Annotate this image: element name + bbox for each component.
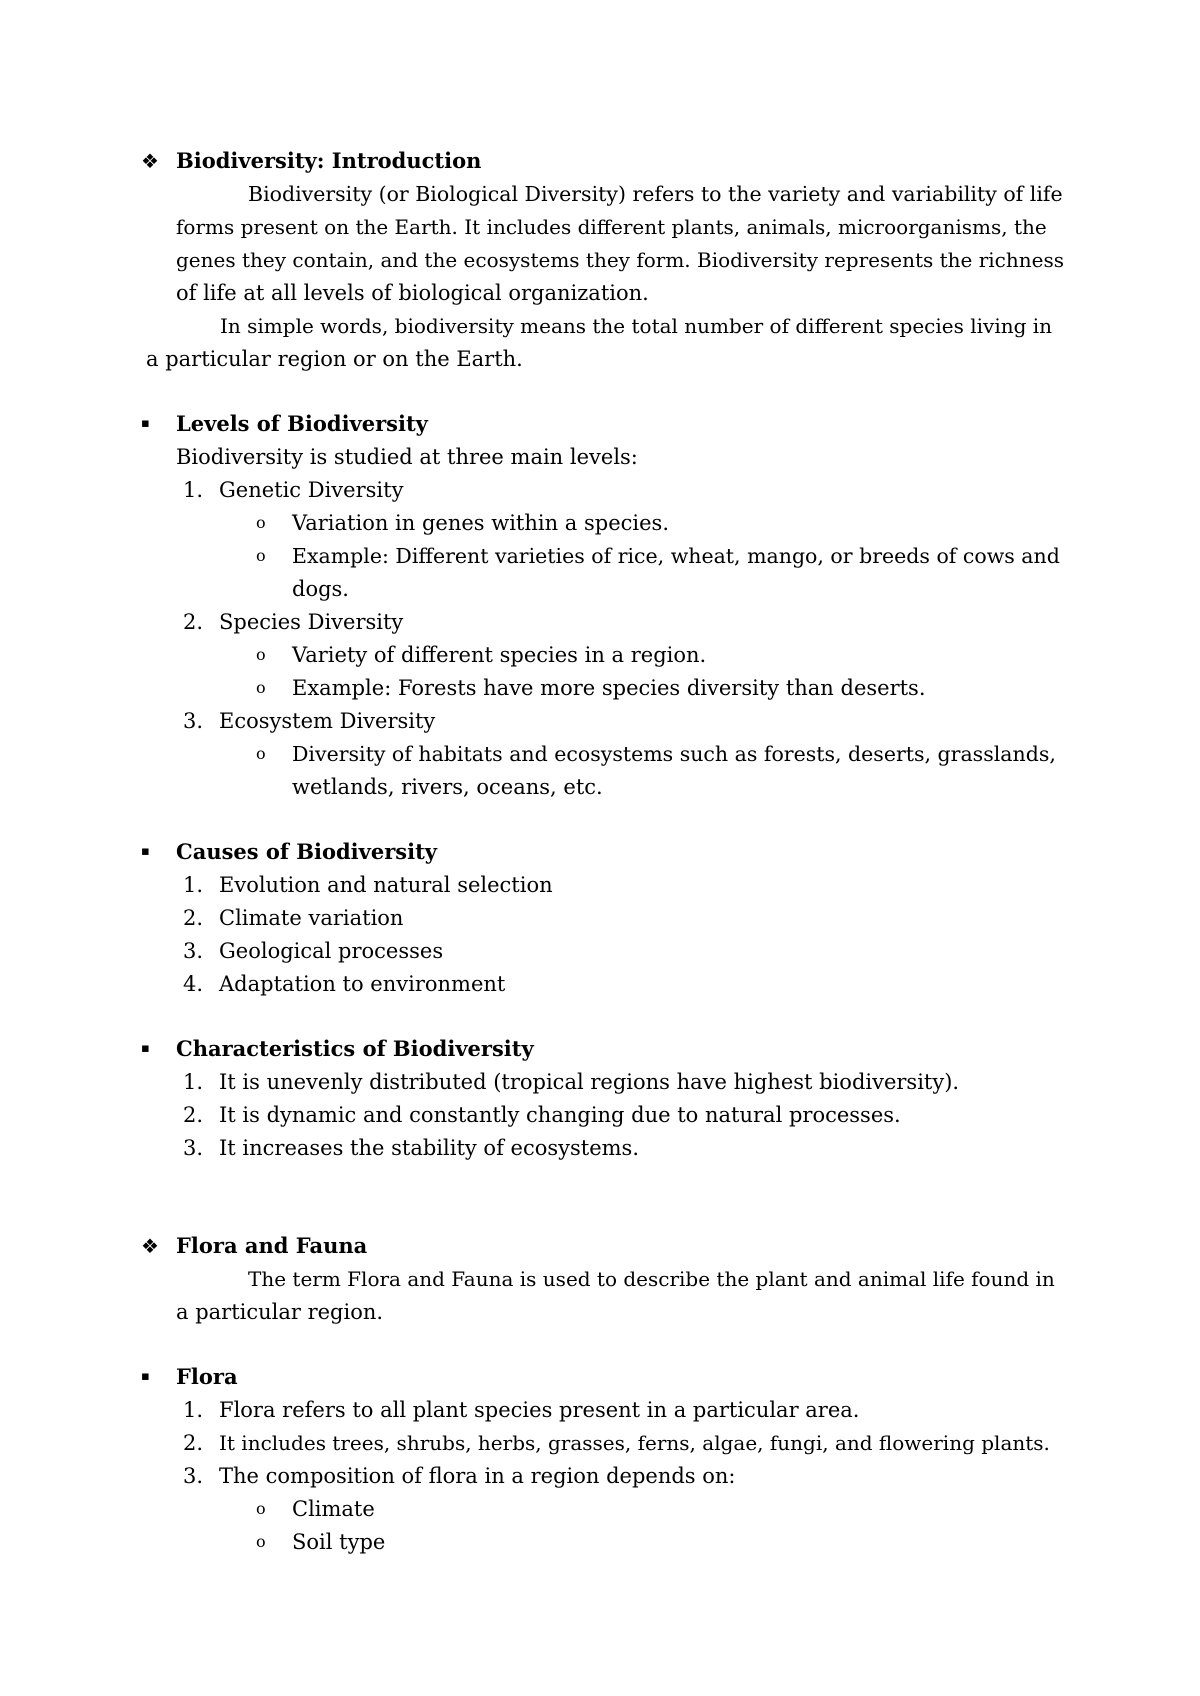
section-heading-levels: Levels of Biodiversity [176,411,428,436]
circle-bullet-icon: o [256,513,266,532]
paragraph-line: of life at all levels of biological organization. [176,281,649,305]
paragraph-line: genes they contain, and the ecosystems they form. Biodiversity represents the richness [176,248,1065,272]
paragraph-line: a particular region or on the Earth. [146,347,523,371]
list-item-title: Genetic Diversity [219,478,404,502]
sub-list-item-continuation: wetlands, rivers, oceans, etc. [292,775,603,799]
list-item: Adaptation to environment [219,972,506,996]
list-number: 1. [182,873,203,897]
list-item: It is dynamic and constantly changing due to natural processes. [219,1103,901,1127]
list-number: 3. [182,709,203,733]
sub-list-item: Climate [292,1497,375,1521]
square-bullet-icon: ▪ [141,844,150,859]
list-item: It is unevenly distributed (tropical regions have highest biodiversity). [219,1070,960,1094]
list-number: 2. [182,610,203,634]
paragraph-line: forms present on the Earth. It includes different plants, animals, microorganisms, the [176,215,1047,239]
sub-list-item: Example: Different varieties of rice, wheat, mango, or breeds of cows and [292,544,1060,568]
paragraph-line: The term Flora and Fauna is used to describe the plant and animal life found in [248,1267,1055,1291]
paragraph-line: a particular region. [176,1300,384,1324]
list-number: 3. [182,939,203,963]
list-item-title: Ecosystem Diversity [219,709,436,733]
list-number: 1. [182,1398,203,1422]
sub-list-item: Variety of different species in a region. [292,643,707,667]
list-number: 4. [182,972,203,996]
circle-bullet-icon: o [256,1532,266,1551]
square-bullet-icon: ▪ [141,1369,150,1384]
list-number: 3. [182,1136,203,1160]
list-number: 1. [182,1070,203,1094]
list-item: Climate variation [219,906,404,930]
list-number: 2. [182,906,203,930]
sub-list-item: Variation in genes within a species. [292,511,669,535]
list-number: 2. [182,1431,203,1455]
list-item: It includes trees, shrubs, herbs, grasses, ferns, algae, fungi, and flowering plants. [219,1431,1050,1455]
list-number: 1. [182,478,203,502]
list-item: Evolution and natural selection [219,873,553,897]
circle-bullet-icon: o [256,1499,266,1518]
list-item: Flora refers to all plant species present in a particular area. [219,1398,860,1422]
section-heading-flora-fauna: Flora and Fauna [176,1233,368,1258]
circle-bullet-icon: o [256,744,266,763]
paragraph-line: Biodiversity (or Biological Diversity) refers to the variety and variability of life [248,182,1063,206]
list-item: Geological processes [219,939,444,963]
list-number: 3. [182,1464,203,1488]
circle-bullet-icon: o [256,645,266,664]
circle-bullet-icon: o [256,546,266,565]
list-item: The composition of flora in a region depends on: [219,1464,736,1488]
section-heading-flora: Flora [176,1364,238,1389]
square-bullet-icon: ▪ [141,1041,150,1056]
diamond-bullet-icon: ❖ [141,1234,159,1258]
diamond-bullet-icon: ❖ [141,149,159,173]
list-number: 2. [182,1103,203,1127]
square-bullet-icon: ▪ [141,416,150,431]
section-heading-characteristics: Characteristics of Biodiversity [176,1036,534,1061]
paragraph-line: Biodiversity is studied at three main levels: [176,445,638,469]
sub-list-item: Soil type [292,1530,386,1554]
sub-list-item-continuation: dogs. [292,577,349,601]
circle-bullet-icon: o [256,678,266,697]
sub-list-item: Diversity of habitats and ecosystems such as forests, deserts, grasslands, [292,742,1056,766]
list-item-title: Species Diversity [219,610,404,634]
sub-list-item: Example: Forests have more species diversity than deserts. [292,676,926,700]
section-heading-intro: Biodiversity: Introduction [176,148,482,173]
paragraph-line: In simple words, biodiversity means the total number of different species living in [220,314,1053,338]
list-item: It increases the stability of ecosystems. [219,1136,639,1160]
section-heading-causes: Causes of Biodiversity [176,839,437,864]
